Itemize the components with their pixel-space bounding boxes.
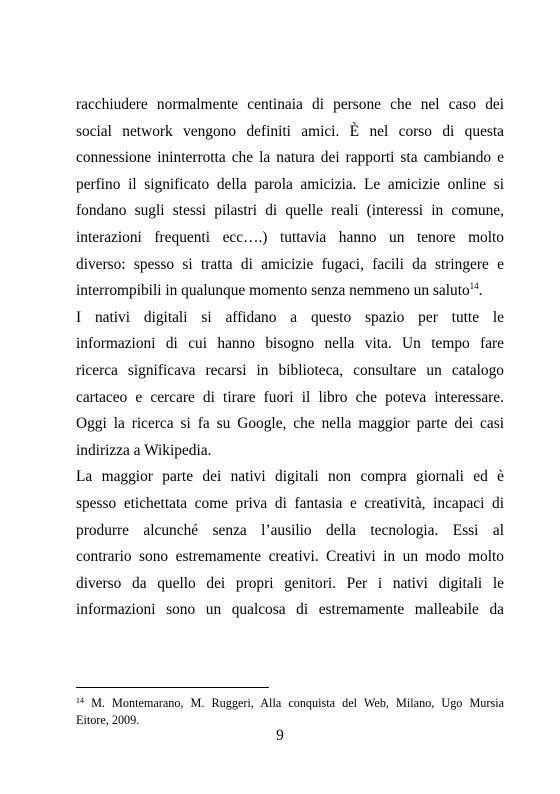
text-line: connessione ininterrotta che la natura dei rapporti sta cambiando e <box>76 149 504 167</box>
footnote-text: M. Montemarano, M. Ruggeri, Alla conquista del Web, Milano, Ugo Mursia <box>84 696 504 710</box>
footnote-number: 14 <box>76 696 84 705</box>
text-line: produrre alcunché senza l’ausilio della tecnologia. Essi al <box>76 521 504 539</box>
text-line: social network vengono definiti amici. È nel corso di questa <box>76 122 504 140</box>
footnote-reference[interactable]: 14 <box>469 281 479 292</box>
text-line: perfino il significato della parola amicizia. Le amicizie online si <box>76 175 504 193</box>
sentence-period: . <box>478 282 483 300</box>
text-line: cartaceo e cercare di tirare fuori il libro che poteva interessare. <box>76 388 504 406</box>
footnote-line: Eitore, 2009. <box>76 713 140 727</box>
text-line: diverso da quello dei propri genitori. Per i nativi digitali le <box>76 574 504 592</box>
footnote-separator <box>76 687 269 688</box>
text-line: interrompibili in qualunque momento senza nemmeno un saluto <box>76 282 470 300</box>
body-text <box>76 92 504 624</box>
text-line: fondano sugli stessi pilastri di quelle reali (interessi in comune, <box>76 202 504 220</box>
page-number: 9 <box>276 727 284 744</box>
text-line: interazioni frequenti ecc….) tuttavia hanno un tenore molto <box>76 228 504 246</box>
text-line-with-footnote-ref <box>76 278 504 305</box>
text-line: informazioni sono un qualcosa di estremamente malleabile da <box>76 601 504 619</box>
text-line: La maggior parte dei nativi digitali non compra giornali ed è <box>76 468 504 486</box>
text-line: informazioni di cui hanno bisogno nella vita. Un tempo fare <box>76 335 504 353</box>
text-line: contrario sono estremamente creativi. Creativi in un modo molto <box>76 548 504 566</box>
text-line: diverso: spesso si tratta di amicizie fugaci, facili da stringere e <box>76 255 504 273</box>
text-line: ricerca significava recarsi in biblioteca, consultare un catalogo <box>76 361 504 379</box>
text-line: spesso etichettata come priva di fantasia e creatività, incapaci di <box>76 494 504 512</box>
footnote <box>76 695 504 729</box>
text-line: I nativi digitali si affidano a questo spazio per tutte le <box>76 308 504 326</box>
text-line: Oggi la ricerca si fa su Google, che nella maggior parte dei casi <box>76 415 504 433</box>
text-line: racchiudere normalmente centinaia di persone che nel caso dei <box>76 96 504 113</box>
footnote-line <box>76 695 504 712</box>
text-line: indirizza a Wikipedia. <box>76 441 212 459</box>
